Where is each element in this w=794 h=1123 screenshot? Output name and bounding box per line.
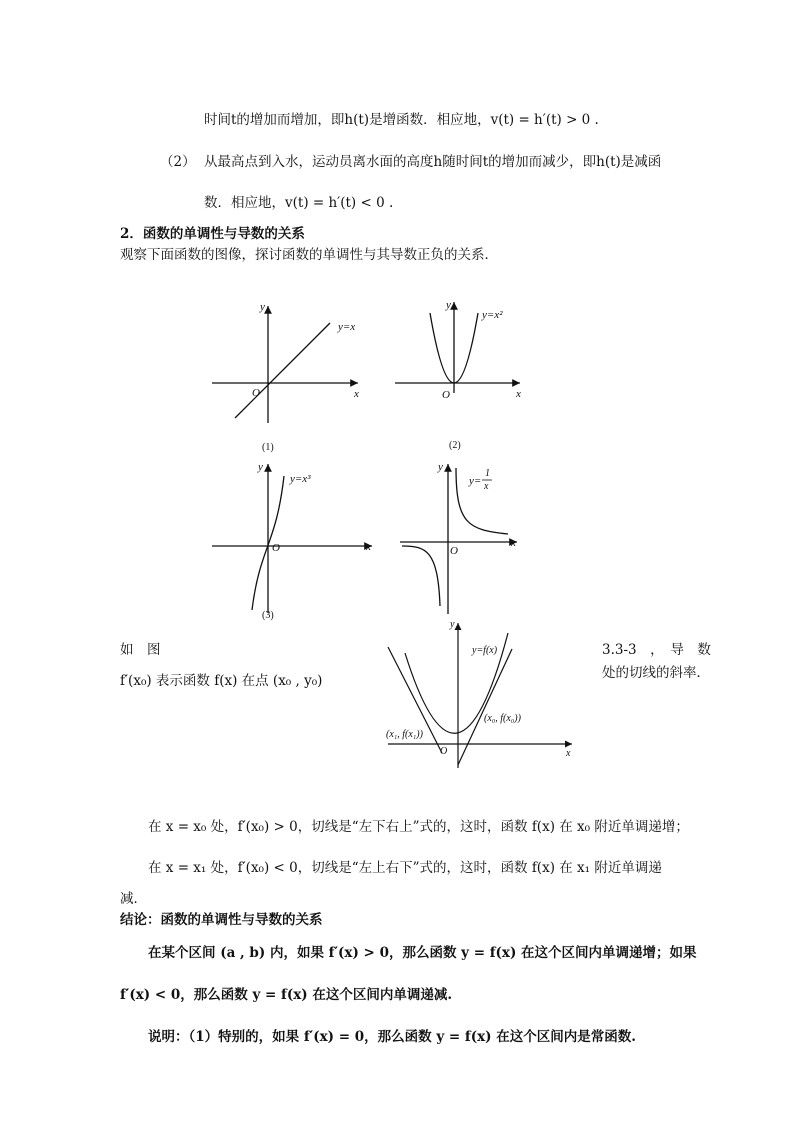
- curve-label: y=f(x): [472, 645, 498, 656]
- tangent-fig-y-label: y: [450, 619, 455, 630]
- text-split-left-2: f′(x₀) 表示函数 f(x) 在点 (x₀ , y₀): [120, 673, 323, 689]
- text-split-right-2: 处的切线的斜率．: [602, 665, 710, 681]
- function-graphs-figure: [190, 288, 530, 623]
- tangent-fig-x-label: x: [566, 748, 571, 759]
- text-para-x1: 在 x = x₁ 处，f′(x₀) < 0，切线是“左上右下”式的，这时，函数 f(x) 在 x₁ 附近单调递: [148, 860, 662, 876]
- text-line-2: 从最高点到入水，运动员离水面的高度h随时间t的增加而减少，即h(t)是减函: [204, 154, 662, 170]
- tangent-fig-origin: O: [440, 746, 448, 757]
- point-x1-label: (x₁, f(x₁)): [386, 729, 423, 740]
- graph4-curve-left: [402, 546, 440, 606]
- conclusion-line-1: 在某个区间 (a , b) 内，如果 f′(x) > 0，那么函数 y = f(x) 在这个区间内单调递增；如果: [148, 945, 697, 961]
- tangent-figure: [380, 613, 580, 773]
- conclusion-line-2: f′(x) < 0，那么函数 y = f(x) 在这个区间内单调递减.: [120, 987, 453, 1003]
- graph1-origin: O: [252, 387, 260, 399]
- graph3-x-label: x: [366, 541, 371, 553]
- graph4-origin: O: [450, 545, 458, 557]
- point-x0-label: (x₀, f(x₀)): [484, 713, 521, 724]
- graph2-x-label: x: [516, 388, 521, 400]
- graph1-function-label: y=x: [338, 321, 356, 333]
- graph4-x-label: x: [511, 537, 516, 549]
- graph3-caption: (3): [262, 610, 274, 621]
- graph2-y-label: y: [446, 299, 451, 311]
- tangent-at-x0: [458, 649, 512, 765]
- graph2-caption: (2): [449, 440, 461, 451]
- graph1-x-label: x: [354, 388, 359, 400]
- graph1-curve: [235, 323, 330, 418]
- graph4-fraction-denominator: x: [484, 481, 489, 492]
- graph1-y-label: y: [260, 301, 265, 313]
- graph2-function-label: y=x²: [482, 309, 503, 321]
- graph4-function-label-prefix: y=: [469, 475, 482, 487]
- section-title: 2．函数的单调性与导数的关系: [120, 226, 305, 242]
- text-line-3: 数．相应地，v(t) = h′(t) < 0 .: [204, 195, 394, 211]
- text-para-x0: 在 x = x₀ 处，f′(x₀) > 0，切线是“左下右上”式的，这时，函数 f(x) 在 x₀ 附近单调递增；: [148, 819, 689, 835]
- graph4-y-label: y: [438, 461, 443, 473]
- graph3-origin: O: [272, 542, 280, 554]
- text-para-x1-cont: 减．: [120, 891, 147, 907]
- text-split-right-1: 3.3-3 ， 导 数: [602, 642, 711, 658]
- section-intro: 观察下面函数的图像，探讨函数的单调性与其导数正负的关系．: [120, 247, 498, 263]
- graph3-y-label: y: [258, 461, 263, 473]
- note-line: 说明：（1）特别的，如果 f′(x) = 0，那么函数 y = f(x) 在这个区间内是常函数.: [148, 1029, 636, 1045]
- graph1-caption: (1): [262, 442, 274, 453]
- graph4-curve-right: [456, 468, 508, 534]
- item-number-2: （2）: [160, 154, 196, 170]
- text-split-left-1: 如 图: [120, 642, 161, 658]
- conclusion-title: 结论：函数的单调性与导数的关系: [120, 912, 323, 928]
- text-line-1: 时间t的增加而增加，即h(t)是增函数．相应地，v(t) = h′(t) > 0 .: [204, 112, 599, 128]
- graph2-origin: O: [442, 389, 450, 401]
- graph4-fraction-numerator: 1: [485, 468, 490, 479]
- graph3-function-label: y=x³: [290, 473, 311, 485]
